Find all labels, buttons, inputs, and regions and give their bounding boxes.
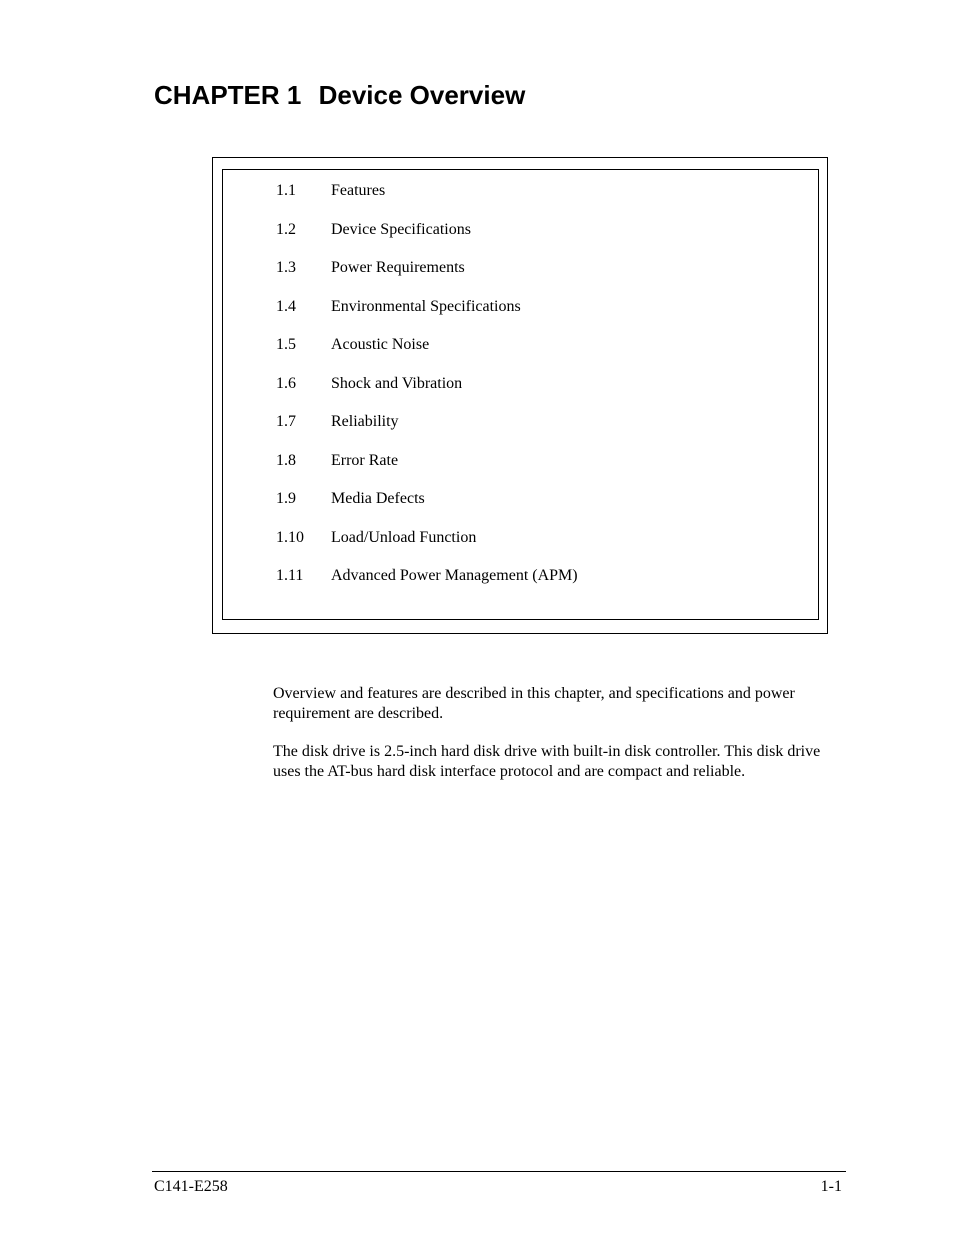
toc-item-number: 1.6 bbox=[276, 374, 296, 392]
toc-item bbox=[276, 450, 578, 489]
toc-item-number: 1.11 bbox=[276, 567, 304, 584]
toc-list bbox=[276, 180, 578, 604]
toc-item-label: Acoustic Noise bbox=[331, 336, 430, 353]
footer-doc-id: C141-E258 bbox=[154, 1178, 228, 1195]
toc-item-number: 1.7 bbox=[276, 413, 296, 430]
toc-item-number: 1.5 bbox=[276, 336, 296, 353]
toc-item-number: 1.4 bbox=[276, 297, 296, 315]
toc-item-label: Environmental Specifications bbox=[331, 297, 521, 315]
chapter-title bbox=[154, 78, 525, 112]
toc-item-number: 1.9 bbox=[276, 490, 296, 507]
toc-item-number: 1.8 bbox=[276, 451, 296, 469]
toc-item bbox=[276, 527, 578, 566]
toc-item-number: 1.3 bbox=[276, 259, 296, 276]
toc-item-number: 1.10 bbox=[276, 528, 304, 546]
toc-item-label: Advanced Power Management (APM) bbox=[331, 567, 578, 584]
toc-item-label: Media Defects bbox=[331, 490, 425, 507]
toc-item-label: Load/Unload Function bbox=[331, 528, 477, 546]
body-paragraph: Overview and features are described in this chapter, and specifications and power requirement are described. bbox=[273, 685, 795, 722]
toc-item bbox=[276, 257, 578, 296]
toc-item-label: Power Requirements bbox=[331, 259, 465, 276]
toc-item-number: 1.2 bbox=[276, 220, 296, 238]
body-paragraph: The disk drive is 2.5-inch hard disk drive with built-in disk controller. This disk drive uses the AT-bus hard disk interface protocol and are compact and reliable. bbox=[273, 743, 821, 780]
toc-item-label: Features bbox=[331, 182, 386, 199]
toc-item-label: Reliability bbox=[331, 413, 399, 430]
toc-item bbox=[276, 334, 578, 373]
chapter-name: Device Overview bbox=[318, 80, 526, 110]
toc-item bbox=[276, 373, 578, 412]
footer-divider bbox=[152, 1171, 846, 1172]
toc-item bbox=[276, 180, 578, 219]
toc-item bbox=[276, 488, 578, 527]
toc-item-label: Error Rate bbox=[331, 451, 399, 469]
toc-item-label: Shock and Vibration bbox=[331, 374, 463, 392]
toc-item-number: 1.1 bbox=[276, 182, 296, 199]
toc-item bbox=[276, 296, 578, 335]
toc-item bbox=[276, 411, 578, 450]
footer-page-number: 1-1 bbox=[820, 1178, 842, 1195]
toc-item bbox=[276, 219, 578, 258]
body-text bbox=[273, 684, 848, 800]
chapter-number: CHAPTER 1 bbox=[154, 80, 302, 110]
toc-item bbox=[276, 565, 578, 604]
toc-item-label: Device Specifications bbox=[331, 220, 471, 238]
